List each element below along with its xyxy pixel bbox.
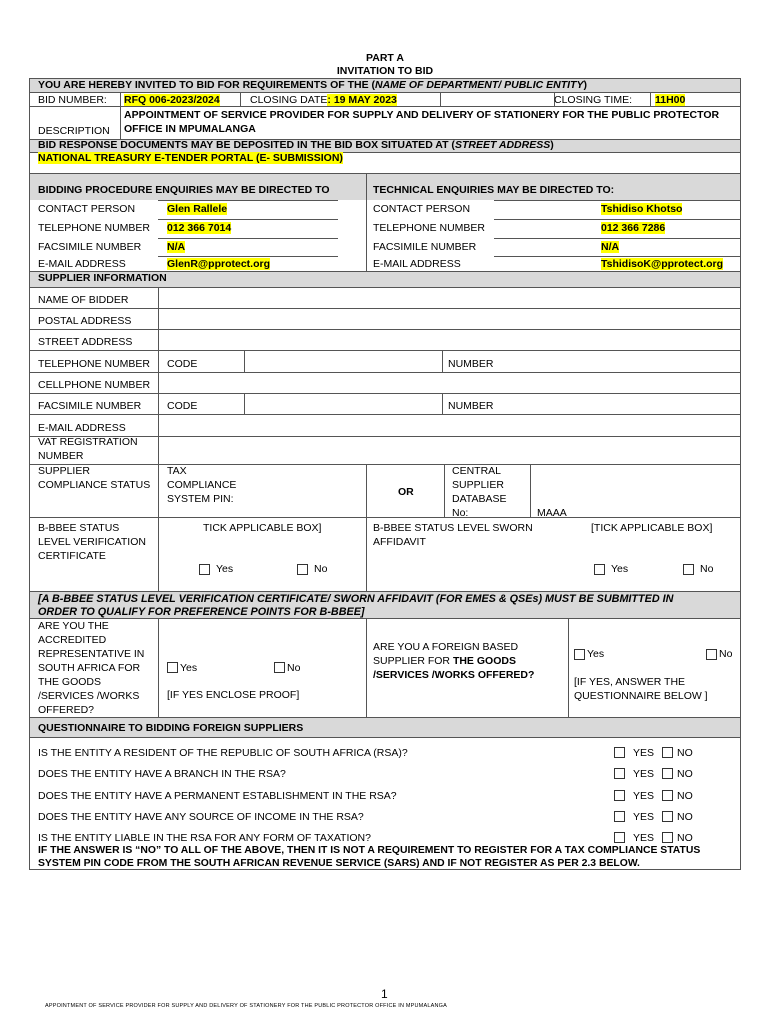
tech-contact-label: CONTACT PERSON xyxy=(373,203,471,215)
rep-q-2: ACCREDITED xyxy=(38,634,107,646)
form-title: INVITATION TO BID xyxy=(336,65,434,77)
q1-no-label: NO xyxy=(677,747,693,759)
foreign-q-2: SUPPLIER FOR THE GOODS xyxy=(373,655,516,667)
description-line1: APPOINTMENT OF SERVICE PROVIDER FOR SUPPLY AND DELIVERY OF STATIONERY FOR THE PUBLIC PROTECTOR xyxy=(124,109,720,121)
foreign-yes-checkbox[interactable] xyxy=(574,649,585,660)
q2-yes-checkbox[interactable] xyxy=(614,768,625,779)
affidavit-label-2: AFFIDAVIT xyxy=(373,536,426,548)
closing-time-label: CLOSING TIME: xyxy=(554,94,632,106)
telephone-code-label: CODE xyxy=(167,358,198,370)
description-line2: OFFICE IN MPUMALANGA xyxy=(124,123,256,135)
rep-q-1: ARE YOU THE xyxy=(38,620,109,632)
question-4: DOES THE ENTITY HAVE ANY SOURCE OF INCOME IN THE RSA? xyxy=(38,811,364,823)
question-3: DOES THE ENTITY HAVE A PERMANENT ESTABLISHMENT IN THE RSA? xyxy=(38,790,397,802)
bid-number-label: BID NUMBER: xyxy=(38,94,107,106)
affidavit-yes-checkbox[interactable] xyxy=(594,564,605,575)
tech-fax-label: FACSIMILE NUMBER xyxy=(373,241,477,253)
supplier-fax-label: FACSIMILE NUMBER xyxy=(38,400,142,412)
tech-email-label: E-MAIL ADDRESS xyxy=(373,258,461,270)
q3-yes-label: YES xyxy=(633,790,655,802)
bbbee-cert-label-1: B-BBEE STATUS xyxy=(38,522,120,534)
q1-yes-checkbox[interactable] xyxy=(614,747,625,758)
csd-label-2: SUPPLIER xyxy=(452,479,504,491)
affidavit-no-checkbox[interactable] xyxy=(683,564,694,575)
tax-label-3: SYSTEM PIN: xyxy=(167,493,234,505)
closing-time-value: 11H00 xyxy=(655,94,686,106)
tech-telephone-label: TELEPHONE NUMBER xyxy=(373,222,486,234)
q4-no-label: NO xyxy=(677,811,693,823)
postal-address-label: POSTAL ADDRESS xyxy=(38,315,132,327)
bbbee-cert-no-checkbox[interactable] xyxy=(297,564,308,575)
q3-no-checkbox[interactable] xyxy=(662,790,673,801)
technical-enquiries-heading: TECHNICAL ENQUIRIES MAY BE DIRECTED TO: xyxy=(373,184,615,196)
bbbee-note-2: ORDER TO QUALIFY FOR PREFERENCE POINTS FOR B-BBEE] xyxy=(38,606,365,618)
affidavit-yes-label: Yes xyxy=(611,563,629,575)
tick-box-label-1: TICK APPLICABLE BOX] xyxy=(203,522,322,534)
portal-text: NATIONAL TREASURY E-TENDER PORTAL (E- SUBMISSION) xyxy=(38,152,343,164)
bidding-enquiries-heading: BIDDING PROCEDURE ENQUIRIES MAY BE DIRECTED TO xyxy=(38,184,330,196)
questionnaire-footer-1: IF THE ANSWER IS “NO” TO ALL OF THE ABOVE, THEN IT IS NOT A REQUIREMENT TO REGISTER FOR A TAX COMPLIANCE STATUS xyxy=(38,845,701,856)
csd-label-3: DATABASE xyxy=(452,493,507,505)
rep-q-7: OFFERED? xyxy=(38,704,95,716)
bbbee-cert-yes-checkbox[interactable] xyxy=(199,564,210,575)
telephone-label: TELEPHONE NUMBER xyxy=(38,222,151,234)
supplier-email-label: E-MAIL ADDRESS xyxy=(38,422,126,434)
question-2: DOES THE ENTITY HAVE A BRANCH IN THE RSA? xyxy=(38,768,286,780)
telephone-number-label: NUMBER xyxy=(448,358,494,370)
compliance-label-1: SUPPLIER xyxy=(38,465,90,477)
q3-no-label: NO xyxy=(677,790,693,802)
bbbee-cert-label-3: CERTIFICATE xyxy=(38,550,106,562)
vat-label-1: VAT REGISTRATION xyxy=(38,436,138,448)
description-label: DESCRIPTION xyxy=(38,125,110,137)
q1-yes-label: YES xyxy=(633,747,655,759)
foreign-no-label: No xyxy=(719,648,733,660)
question-1: IS THE ENTITY A RESIDENT OF THE REPUBLIC OF SOUTH AFRICA (RSA)? xyxy=(38,747,408,759)
bbbee-cert-label-2: LEVEL VERIFICATION xyxy=(38,536,146,548)
foreign-yes-label: Yes xyxy=(587,648,605,660)
csd-label-1: CENTRAL xyxy=(452,465,502,477)
email-label: E-MAIL ADDRESS xyxy=(38,258,126,270)
supplier-telephone-label: TELEPHONE NUMBER xyxy=(38,358,151,370)
technical-contact: Tshidiso Khotso xyxy=(601,203,683,215)
csd-label-4: No: xyxy=(452,507,469,519)
bid-number-value: RFQ 006-2023/2024 xyxy=(124,94,220,106)
q3-yes-checkbox[interactable] xyxy=(614,790,625,801)
bidding-email: GlenR@pprotect.org xyxy=(167,258,270,270)
affidavit-no-label: No xyxy=(700,563,714,575)
part-heading: PART A xyxy=(366,52,404,64)
rep-q-3: REPRESENTATIVE IN xyxy=(38,648,145,660)
answer-note-1: [IF YES, ANSWER THE xyxy=(574,676,686,688)
rep-no-label: No xyxy=(287,662,301,674)
cellphone-label: CELLPHONE NUMBER xyxy=(38,379,151,391)
q2-yes-label: YES xyxy=(633,768,655,780)
invite-text: YOU ARE HEREBY INVITED TO BID FOR REQUIREMENTS OF THE (NAME OF DEPARTMENT/ PUBLIC ENTITY) xyxy=(38,79,587,91)
technical-fax: N/A xyxy=(601,241,620,253)
technical-email: TshidisoK@pprotect.org xyxy=(601,258,724,270)
fax-label: FACSIMILE NUMBER xyxy=(38,241,142,253)
foreign-no-checkbox[interactable] xyxy=(706,649,717,660)
tax-label-2: COMPLIANCE xyxy=(167,479,237,491)
q5-yes-label: YES xyxy=(633,832,655,844)
foreign-q-3: /SERVICES /WORKS OFFERED? xyxy=(373,669,535,681)
q1-no-checkbox[interactable] xyxy=(662,747,673,758)
contact-label: CONTACT PERSON xyxy=(38,203,136,215)
rep-q-5: THE GOODS xyxy=(38,676,102,688)
bbbee-note-1: [A B-BBEE STATUS LEVEL VERIFICATION CERTIFICATE/ SWORN AFFIDAVIT (FOR EMES & QSEs) MUST BE SUBMITTED IN xyxy=(38,593,674,605)
q2-no-label: NO xyxy=(677,768,693,780)
street-address-label: STREET ADDRESS xyxy=(38,336,133,348)
page-footer: APPOINTMENT OF SERVICE PROVIDER FOR SUPPLY AND DELIVERY OF STATIONERY FOR THE PUBLIC PROTECTOR OFFICE IN MPUMALANGA xyxy=(45,1003,447,1009)
response-text: BID RESPONSE DOCUMENTS MAY BE DEPOSITED IN THE BID BOX SITUATED AT (STREET ADDRESS) xyxy=(38,139,554,151)
rep-yes-label: Yes xyxy=(180,662,198,674)
q4-no-checkbox[interactable] xyxy=(662,811,673,822)
supplier-heading: SUPPLIER INFORMATION xyxy=(38,272,167,284)
rep-q-4: SOUTH AFRICA FOR xyxy=(38,662,141,674)
q2-no-checkbox[interactable] xyxy=(662,768,673,779)
bidder-name-label: NAME OF BIDDER xyxy=(38,294,129,306)
answer-note-2: QUESTIONNAIRE BELOW ] xyxy=(574,690,708,702)
bbbee-cert-yes-label: Yes xyxy=(216,563,234,575)
q4-yes-checkbox[interactable] xyxy=(614,811,625,822)
page-number: 1 xyxy=(381,987,388,1001)
q5-no-label: NO xyxy=(677,832,693,844)
fax-code-label: CODE xyxy=(167,400,198,412)
q5-no-checkbox[interactable] xyxy=(662,832,673,843)
closing-date: CLOSING DATE: 19 MAY 2023 xyxy=(250,94,397,106)
rep-yes-checkbox[interactable] xyxy=(167,662,178,673)
q4-yes-label: YES xyxy=(633,811,655,823)
q5-yes-checkbox[interactable] xyxy=(614,832,625,843)
rep-no-checkbox[interactable] xyxy=(274,662,285,673)
fax-number-label: NUMBER xyxy=(448,400,494,412)
questionnaire-footer-2: SYSTEM PIN CODE FROM THE SOUTH AFRICAN REVENUE SERVICE (SARS) AND IF NOT REGISTER AS PER 2.3 BELOW. xyxy=(38,858,640,869)
bidding-telephone: 012 366 7014 xyxy=(167,222,232,234)
vat-label-2: NUMBER xyxy=(38,450,84,462)
technical-telephone: 012 366 7286 xyxy=(601,222,666,234)
or-label: OR xyxy=(398,486,414,498)
maaa-prefix: MAAA xyxy=(537,507,567,519)
question-5: IS THE ENTITY LIABLE IN THE RSA FOR ANY FORM OF TAXATION? xyxy=(38,832,371,844)
tax-label-1: TAX xyxy=(167,465,187,477)
compliance-label-2: COMPLIANCE STATUS xyxy=(38,479,151,491)
bbbee-cert-no-label: No xyxy=(314,563,328,575)
foreign-q-1: ARE YOU A FOREIGN BASED xyxy=(373,641,519,653)
affidavit-label-1: B-BBEE STATUS LEVEL SWORN xyxy=(373,522,533,534)
questionnaire-heading: QUESTIONNAIRE TO BIDDING FOREIGN SUPPLIERS xyxy=(38,722,304,734)
bidding-fax: N/A xyxy=(167,241,186,253)
rep-q-6: /SERVICES /WORKS xyxy=(38,690,140,702)
tick-box-label-2: [TICK APPLICABLE BOX] xyxy=(591,522,713,534)
enclose-proof-label: [IF YES ENCLOSE PROOF] xyxy=(167,689,300,701)
bidding-contact: Glen Rallele xyxy=(167,203,228,215)
